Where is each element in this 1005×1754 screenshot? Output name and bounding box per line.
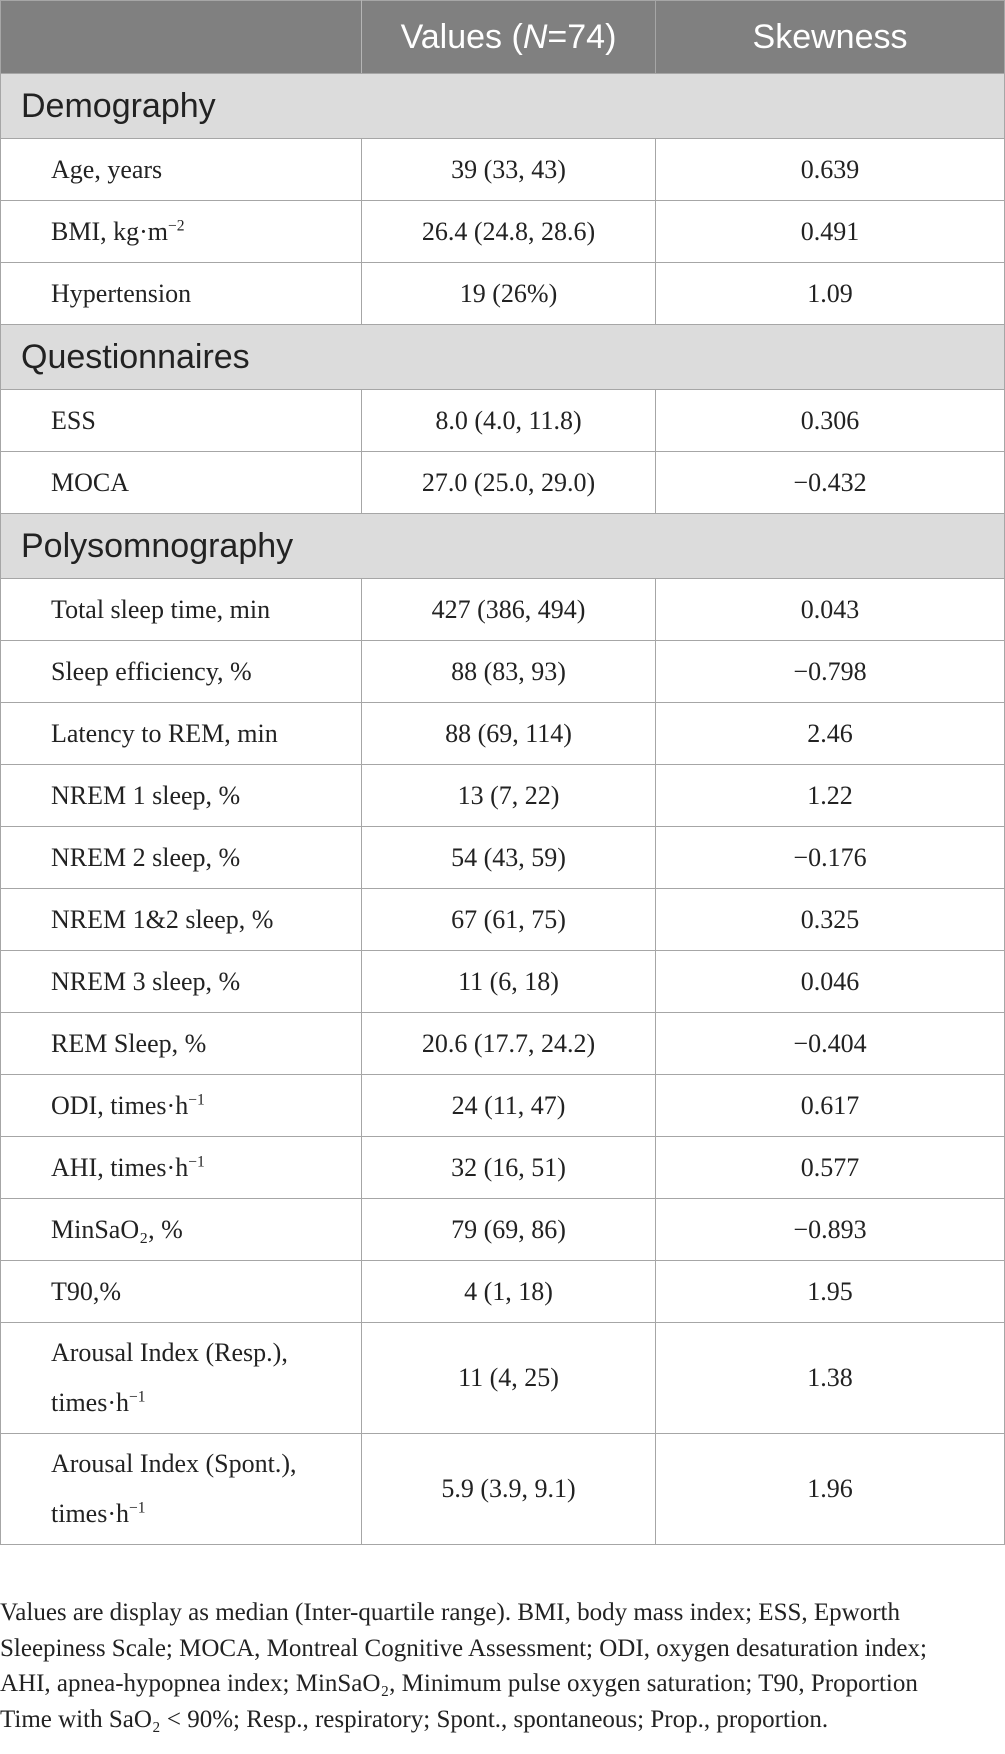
row-label-text-line2: times·h: [51, 1499, 129, 1528]
table-row: [1, 579, 1005, 641]
row-skewness: 2.46: [656, 703, 1005, 765]
table-row: [1, 390, 1005, 452]
row-label-superscript: −1: [129, 1388, 146, 1406]
section-row: [1, 325, 1005, 390]
row-skewness: −0.404: [656, 1013, 1005, 1075]
row-label: [1, 579, 362, 641]
row-value: 32 (16, 51): [362, 1137, 656, 1199]
row-label: [1, 1013, 362, 1075]
row-skewness: 0.306: [656, 390, 1005, 452]
row-label: [1, 765, 362, 827]
section-title: Demography: [1, 74, 1005, 139]
row-label: [1, 1199, 362, 1261]
table-row: [1, 951, 1005, 1013]
row-label: [1, 703, 362, 765]
row-label-text-line2: times·h: [51, 1388, 129, 1417]
row-skewness: −0.798: [656, 641, 1005, 703]
table-row: [1, 641, 1005, 703]
table-row: [1, 1013, 1005, 1075]
section-row: [1, 74, 1005, 139]
row-label-text: MinSaO₂, %: [51, 1214, 183, 1244]
row-label-text: Age, years: [51, 154, 163, 184]
header-values-n: N: [522, 17, 548, 56]
table-row: [1, 263, 1005, 325]
row-value: 39 (33, 43): [362, 139, 656, 201]
row-skewness: 1.38: [656, 1323, 1005, 1434]
row-label-text: BMI, kg·m: [51, 216, 168, 246]
row-label: [1, 1261, 362, 1323]
row-label: [1, 641, 362, 703]
row-skewness: 0.325: [656, 889, 1005, 951]
row-label-text: Arousal Index (Resp.),: [51, 1338, 288, 1367]
table-row: [1, 703, 1005, 765]
row-value: 54 (43, 59): [362, 827, 656, 889]
row-skewness: 1.22: [656, 765, 1005, 827]
row-label: [1, 1075, 362, 1137]
table-row: [1, 452, 1005, 514]
row-value: 27.0 (25.0, 29.0): [362, 452, 656, 514]
row-label-text: ODI, times·h: [51, 1090, 189, 1120]
row-value: 4 (1, 18): [362, 1261, 656, 1323]
row-value: 11 (4, 25): [362, 1323, 656, 1434]
table-row: [1, 201, 1005, 263]
row-value: 5.9 (3.9, 9.1): [362, 1434, 656, 1545]
footnote-line: Time with SaO₂ < 90%; Resp., respiratory; Spont., spontaneous; Prop., proportion.: [0, 1705, 829, 1733]
row-skewness: 0.639: [656, 139, 1005, 201]
row-value: 427 (386, 494): [362, 579, 656, 641]
section-row: [1, 514, 1005, 579]
footnote-line: Values are display as median (Inter-quartile range). BMI, body mass index; ESS, Epworth: [0, 1599, 900, 1626]
row-label-text: NREM 2 sleep, %: [51, 842, 241, 872]
row-value: 26.4 (24.8, 28.6): [362, 201, 656, 263]
row-label: [1, 827, 362, 889]
header-values-suffix: =74): [547, 17, 617, 56]
row-label: [1, 139, 362, 201]
row-value: 19 (26%): [362, 263, 656, 325]
row-skewness: 0.043: [656, 579, 1005, 641]
row-skewness: 0.491: [656, 201, 1005, 263]
row-label: [1, 1323, 362, 1434]
row-skewness: −0.893: [656, 1199, 1005, 1261]
row-label: [1, 889, 362, 951]
row-skewness: 0.577: [656, 1137, 1005, 1199]
table-footnote: [0, 1595, 1000, 1737]
table-body: [1, 74, 1005, 1545]
footnote-line: AHI, apnea-hypopnea index; MinSaO₂, Minimum pulse oxygen saturation; T90, Proportion: [0, 1670, 918, 1697]
header-values: [362, 1, 656, 74]
row-skewness: 1.09: [656, 263, 1005, 325]
row-skewness: 1.96: [656, 1434, 1005, 1545]
header-skewness: Skewness: [656, 1, 1005, 74]
table-row: [1, 1434, 1005, 1545]
row-label-text: NREM 1&2 sleep, %: [51, 904, 274, 934]
table-row: [1, 889, 1005, 951]
row-label-text: NREM 3 sleep, %: [51, 966, 241, 996]
row-skewness: −0.176: [656, 827, 1005, 889]
header-blank-cell: [1, 1, 362, 74]
row-value: 67 (61, 75): [362, 889, 656, 951]
row-skewness: 0.617: [656, 1075, 1005, 1137]
row-label: [1, 1137, 362, 1199]
table-header: [1, 1, 1005, 74]
row-label-superscript: −1: [188, 1152, 205, 1170]
row-label-text: T90,%: [51, 1276, 122, 1306]
row-label-text: Total sleep time, min: [51, 594, 271, 624]
row-value: 88 (83, 93): [362, 641, 656, 703]
row-value: 79 (69, 86): [362, 1199, 656, 1261]
row-value: 24 (11, 47): [362, 1075, 656, 1137]
row-label-text: MOCA: [51, 467, 130, 497]
row-label-text: Latency to REM, min: [51, 718, 278, 748]
row-label: [1, 263, 362, 325]
row-label: [1, 390, 362, 452]
row-skewness: −0.432: [656, 452, 1005, 514]
row-label-text: Arousal Index (Spont.),: [51, 1449, 297, 1478]
row-label-text: REM Sleep, %: [51, 1028, 207, 1058]
row-label: [1, 1434, 362, 1545]
row-label-text: Hypertension: [51, 278, 192, 308]
section-title: Polysomnography: [1, 514, 1005, 579]
row-label-text: AHI, times·h: [51, 1152, 189, 1182]
section-title: Questionnaires: [1, 325, 1005, 390]
row-value: 20.6 (17.7, 24.2): [362, 1013, 656, 1075]
table-row: [1, 1075, 1005, 1137]
table-row: [1, 765, 1005, 827]
row-label-text: NREM 1 sleep, %: [51, 780, 241, 810]
row-value: 8.0 (4.0, 11.8): [362, 390, 656, 452]
row-value: 11 (6, 18): [362, 951, 656, 1013]
row-label: [1, 452, 362, 514]
row-skewness: 0.046: [656, 951, 1005, 1013]
footnote-line: Sleepiness Scale; MOCA, Montreal Cognitive Assessment; ODI, oxygen desaturation index;: [0, 1634, 927, 1662]
row-value: 88 (69, 114): [362, 703, 656, 765]
row-label-text: ESS: [51, 405, 96, 435]
table-row: [1, 1323, 1005, 1434]
row-label-superscript: −2: [168, 216, 185, 234]
row-label-superscript: −1: [129, 1499, 146, 1517]
table-row: [1, 1199, 1005, 1261]
table-row: [1, 1137, 1005, 1199]
row-label: [1, 201, 362, 263]
table-row: [1, 139, 1005, 201]
header-values-prefix: Values (: [400, 17, 523, 56]
table-row: [1, 827, 1005, 889]
row-label-superscript: −1: [188, 1090, 205, 1108]
row-skewness: 1.95: [656, 1261, 1005, 1323]
row-value: 13 (7, 22): [362, 765, 656, 827]
table-row: [1, 1261, 1005, 1323]
row-label: [1, 951, 362, 1013]
row-label-text: Sleep efficiency, %: [51, 656, 252, 686]
